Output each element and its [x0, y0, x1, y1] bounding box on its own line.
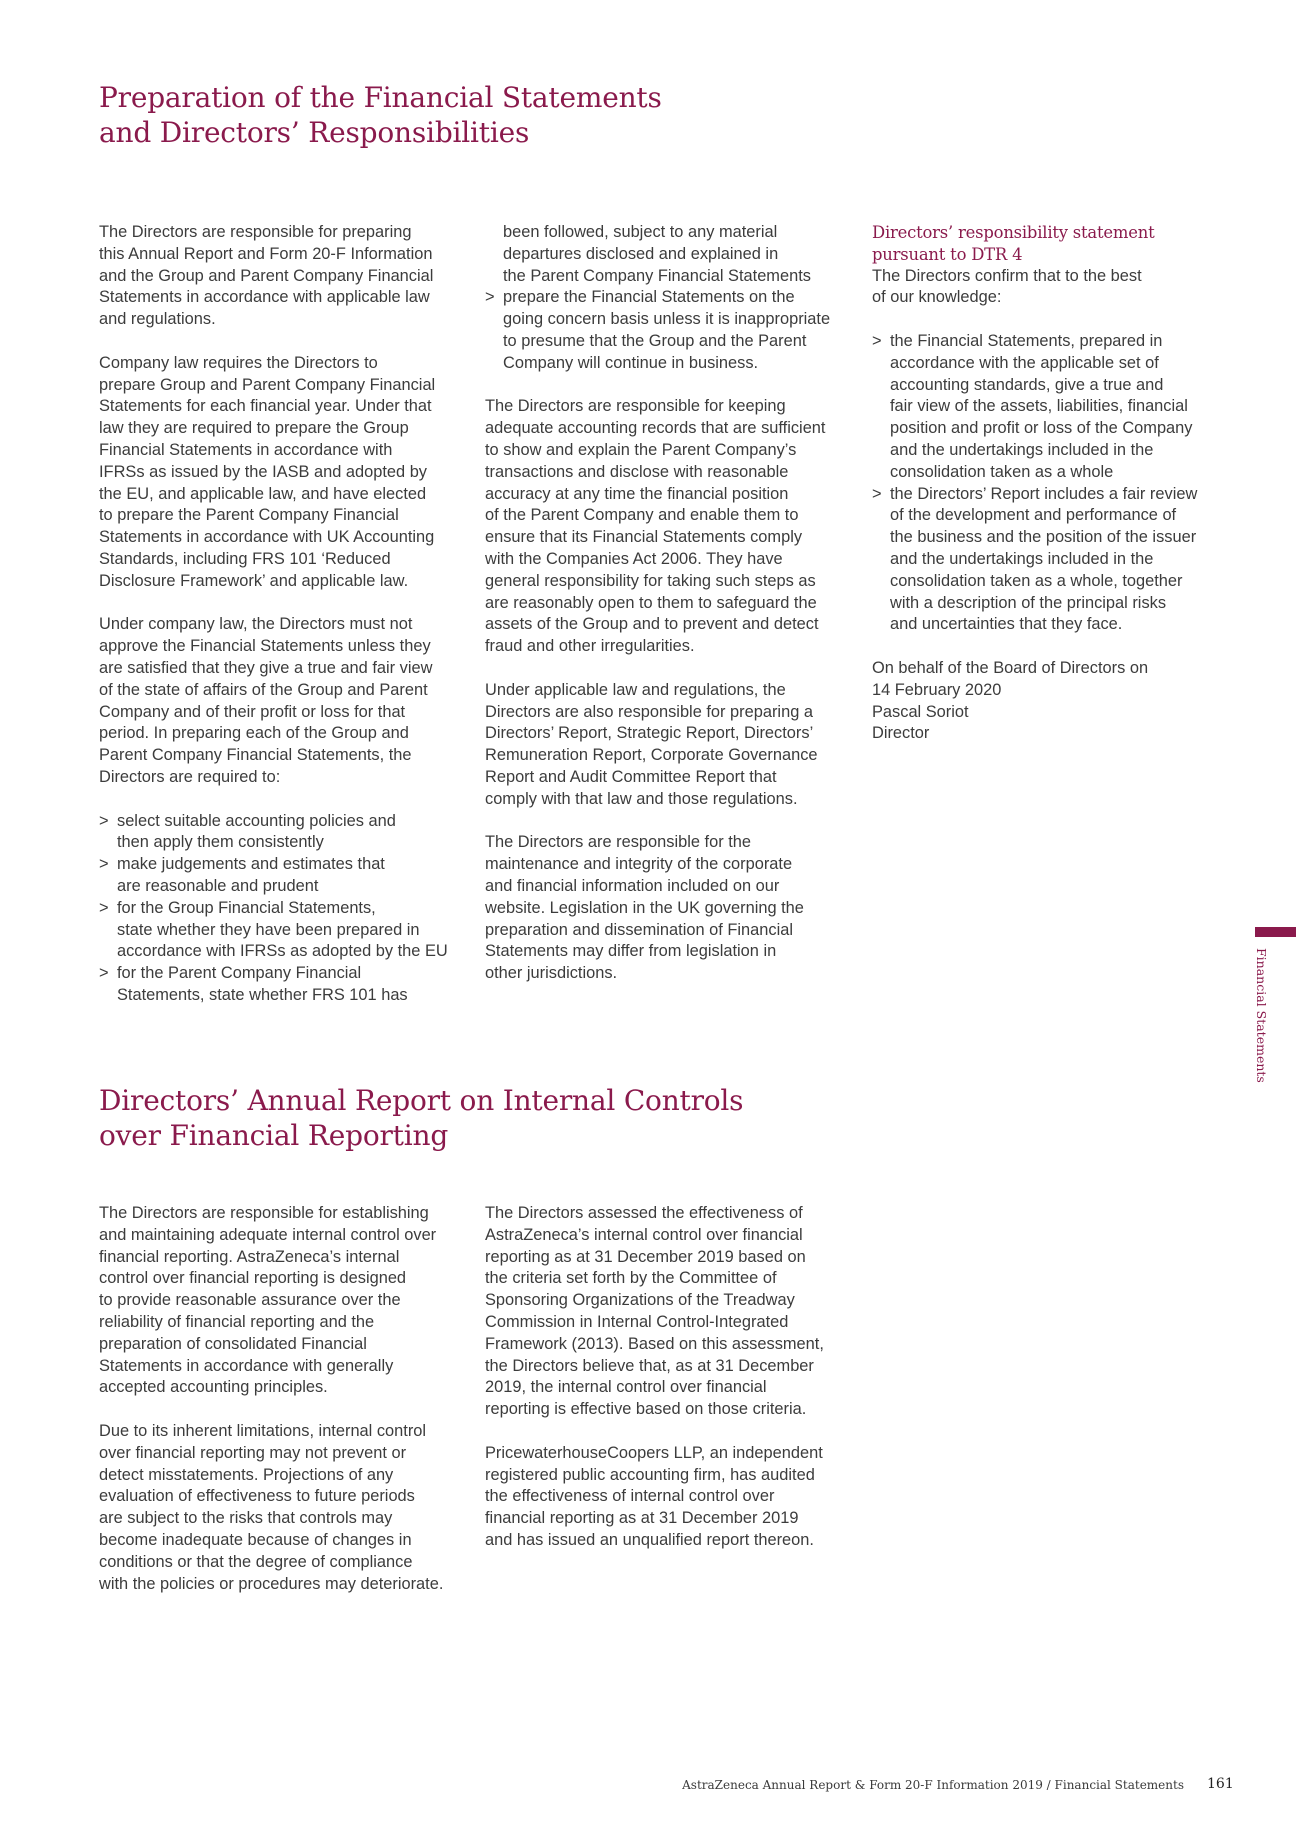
bullet-marker-icon: >: [99, 811, 109, 830]
list-item: > the Directors’ Report includes a fair review of the development and performance of the business and the position of the issuer and the undertakings included in the consolidation taken as a whole, together with a description of the principal risks and uncertainties that they face.: [872, 484, 1198, 634]
section-tab-marker: [1255, 927, 1296, 937]
page-number: 161: [1207, 1776, 1234, 1792]
signature-block: On behalf of the Board of Directors on 14 February 2020 Pascal Soriot Director: [872, 658, 1149, 743]
paragraph: PricewaterhouseCoopers LLP, an independent registered public accounting firm, has audited the effectiveness of internal control over financial reporting as at 31 December 2019 and has issued an unqualified report thereon.: [485, 1443, 823, 1549]
paragraph: Under company law, the Directors must not approve the Financial Statements unless they are satisfied that they give a true and fair view of the state of affairs of the Group and Parent Company and of their profit or loss for that period. In preparing each of the Group and Parent Company Financial Statements, the Directors are required to:: [99, 615, 433, 786]
bullet-marker-icon: >: [872, 484, 882, 503]
bullet-marker-icon: >: [99, 964, 109, 983]
paragraph: Company law requires the Directors to prepare Group and Parent Company Financial Statements for each financial year. Under that law they are required to prepare the Group Financial Statements in accordance with IFRSs as issued by the IASB and adopted by the EU, and applicable law, and have elected to prepare the Parent Company Financial Statements in accordance with UK Accounting Standards, including FRS 101 ‘Reduced Disclosure Framework’ and applicable law.: [99, 353, 436, 590]
list-item: > the Financial Statements, prepared in accordance with the applicable set of accounting standards, give a true and fair view of the assets, liabilities, financial position and profit or loss of the Company and the undertakings included in the consolidation taken as a whole: [872, 331, 1193, 481]
list-item: > select suitable accounting policies and then apply them consistently: [99, 811, 396, 852]
paragraph: The Directors are responsible for preparing this Annual Report and Form 20-F Information and the Group and Parent Company Financial Statements in accordance with applicable law and regulations.: [99, 223, 434, 329]
list-item: > make judgements and estimates that are reasonable and prudent: [99, 855, 385, 895]
list-item: > prepare the Financial Statements on the going concern basis unless it is inappropriate to presume that the Group and the Parent Company will continue in business.: [485, 288, 831, 372]
paragraph: The Directors are responsible for the maintenance and integrity of the corporate and financial information included on our website. Legislation in the UK governing the preparation and dissemination of Financial Statements may differ from legislation in other jurisdictions.: [485, 833, 804, 983]
paragraph: Under applicable law and regulations, the Directors are also responsible for preparing a Directors’ Report, Strategic Report, Directors’ Remuneration Report, Corporate Governance Report and Audit Committee Report that comply with that law and those regulations.: [485, 680, 818, 808]
paragraph: The Directors are responsible for keeping adequate accounting records that are sufficient to show and explain the Parent Company’s transactions and disclose with reasonable accuracy at any time the financial position of the Parent Company and enable them to ensure that its Financial Statements comply with the Companies Act 2006. They have general responsibility for taking such steps as are reasonably open to them to safeguard the assets of the Group and to prevent and detect fraud and other irregularities.: [485, 397, 826, 656]
bullet-marker-icon: >: [485, 288, 495, 307]
paragraph: The Directors are responsible for establishing and maintaining adequate internal control over financial reporting. AstraZeneca’s internal control over financial reporting is designed to provide reasonable assurance over the reliability of financial reporting and the preparation of consolidated Financial Statements in accordance with generally accepted accounting principles.: [99, 1204, 437, 1397]
section1-column-1: [99, 222, 463, 1007]
bullet-marker-icon: >: [99, 898, 109, 917]
section1-column-2: [485, 222, 849, 1007]
section1-column-3: [872, 222, 1236, 767]
bullet-marker-icon: >: [99, 855, 109, 874]
list-item-continuation: been followed, subject to any material departures disclosed and explained in the Parent Company Financial Statements: [503, 223, 811, 285]
footer-text: AstraZeneca Annual Report & Form 20-F Information 2019 / Financial Statements: [682, 1778, 1184, 1792]
section2-column-1: [99, 1203, 463, 1617]
section2-column-2: [485, 1203, 849, 1574]
list-item: > for the Parent Company Financial Statements, state whether FRS 101 has: [99, 964, 408, 1004]
paragraph: The Directors confirm that to the best of our knowledge:: [872, 266, 1142, 307]
paragraph: Due to its inherent limitations, internal control over financial reporting may not prevent or detect misstatements. Projections of any evaluation of effectiveness to future periods are subject to the risks that controls may become inadequate because of changes in conditions or that the degree of compliance with the policies or procedures may deteriorate.: [99, 1421, 444, 1593]
side-section-label[interactable]: Financial Statements: [1254, 948, 1269, 1083]
subheading-dtr4: Directors’ responsibility statement pursuant to DTR 4: [872, 223, 1155, 264]
paragraph: The Directors assessed the effectiveness of AstraZeneca’s internal control over financial reporting as at 31 December 2019 based on the criteria set forth by the Committee of Sponsoring Organizations of the Treadway Commission in Internal Control-Integrated Framework (2013). Based on this assessment, the Directors believe that, as at 31 December 2019, the internal control over financial reporting is effective based on those criteria.: [485, 1204, 824, 1419]
section-title-preparation: Preparation of the Financial Statements and Directors’ Responsibilities: [99, 81, 662, 149]
page-footer: [0, 1776, 1296, 1796]
list-item: > for the Group Financial Statements, state whether they have been prepared in accordance with IFRSs as adopted by the EU: [99, 898, 448, 961]
section-title-internal-controls: Directors’ Annual Report on Internal Controls over Financial Reporting: [99, 1084, 744, 1152]
bullet-marker-icon: >: [872, 331, 882, 350]
